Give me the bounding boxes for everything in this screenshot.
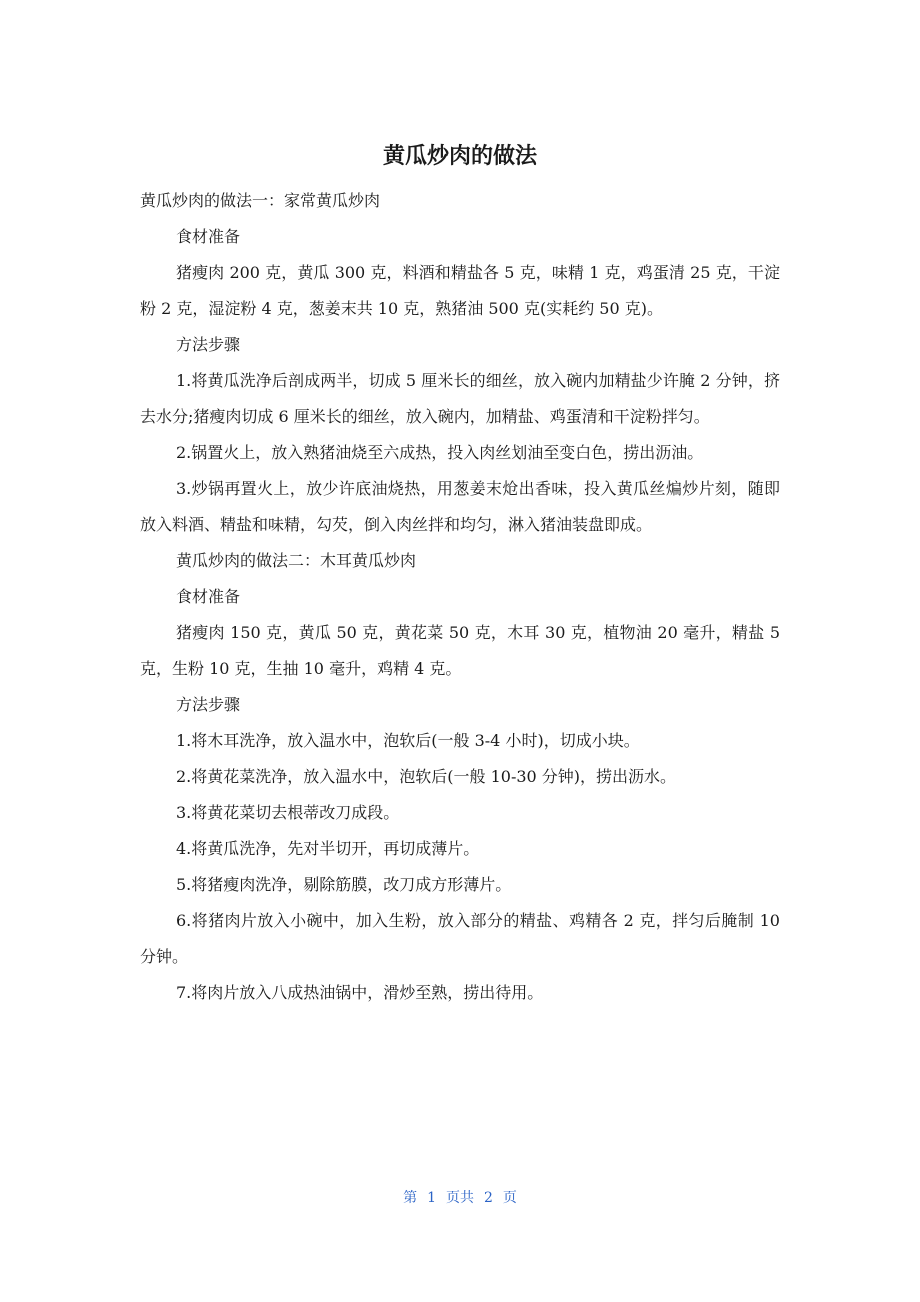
step-paragraph: 6.将猪肉片放入小碗中，加入生粉，放入部分的精盐、鸡精各 2 克，拌匀后腌制 10 分钟。 bbox=[140, 911, 780, 966]
document-body bbox=[140, 183, 780, 1011]
step-paragraph: 3.炒锅再置火上，放少许底油烧热，用葱姜末炝出香味，投入黄瓜丝煸炒片刻，随即放入料酒、精盐和味精，勾芡，倒入肉丝拌和均匀，淋入猪油装盘即成。 bbox=[140, 479, 780, 534]
step-paragraph: 7.将肉片放入八成热油锅中，滑炒至熟，捞出待用。 bbox=[176, 983, 544, 1002]
step-paragraph: 2.将黄花菜洗净，放入温水中，泡软后(一般 10-30 分钟)，捞出沥水。 bbox=[176, 767, 677, 786]
subheading-ingredients-1: 食材准备 bbox=[176, 227, 241, 246]
step-paragraph: 1.将木耳洗净，放入温水中，泡软后(一般 3-4 小时)，切成小块。 bbox=[176, 731, 640, 750]
section-heading-2: 黄瓜炒肉的做法二：木耳黄瓜炒肉 bbox=[176, 551, 417, 570]
step-paragraph: 2.锅置火上，放入熟猪油烧至六成热，投入肉丝划油至变白色，捞出沥油。 bbox=[176, 443, 704, 462]
section-heading-1: 黄瓜炒肉的做法一：家常黄瓜炒肉 bbox=[140, 191, 381, 210]
subheading-steps-1: 方法步骤 bbox=[176, 335, 241, 354]
footer-total-pages: 2 bbox=[484, 1190, 493, 1206]
step-paragraph: 4.将黄瓜洗净，先对半切开，再切成薄片。 bbox=[176, 839, 480, 858]
footer-suffix: 页 bbox=[502, 1190, 517, 1206]
page-footer bbox=[0, 1186, 920, 1210]
footer-prefix: 第 bbox=[403, 1190, 418, 1206]
document-title: 黄瓜炒肉的做法 bbox=[382, 144, 537, 169]
step-paragraph: 1.将黄瓜洗净后剖成两半，切成 5 厘米长的细丝，放入碗内加精盐少许腌 2 分钟，挤去水分;猪瘦肉切成 6 厘米长的细丝，放入碗内，加精盐、鸡蛋清和干淀粉拌匀。 bbox=[140, 371, 780, 426]
footer-current-page: 1 bbox=[427, 1190, 436, 1206]
step-paragraph: 3.将黄花菜切去根蒂改刀成段。 bbox=[176, 803, 400, 822]
subheading-ingredients-2: 食材准备 bbox=[176, 587, 241, 606]
step-paragraph: 5.将猪瘦肉洗净，剔除筋膜，改刀成方形薄片。 bbox=[176, 875, 512, 894]
ingredients-paragraph-1: 猪瘦肉 200 克，黄瓜 300 克，料酒和精盐各 5 克，味精 1 克，鸡蛋清 25 克，干淀粉 2 克，湿淀粉 4 克，葱姜末共 10 克，熟猪油 500 克(实耗约 50 克)。 bbox=[140, 263, 780, 318]
subheading-steps-2: 方法步骤 bbox=[176, 695, 241, 714]
footer-mid: 页共 bbox=[446, 1190, 474, 1206]
ingredients-paragraph-2: 猪瘦肉 150 克，黄瓜 50 克，黄花菜 50 克，木耳 30 克，植物油 20 毫升，精盐 5 克，生粉 10 克，生抽 10 毫升，鸡精 4 克。 bbox=[140, 623, 780, 678]
